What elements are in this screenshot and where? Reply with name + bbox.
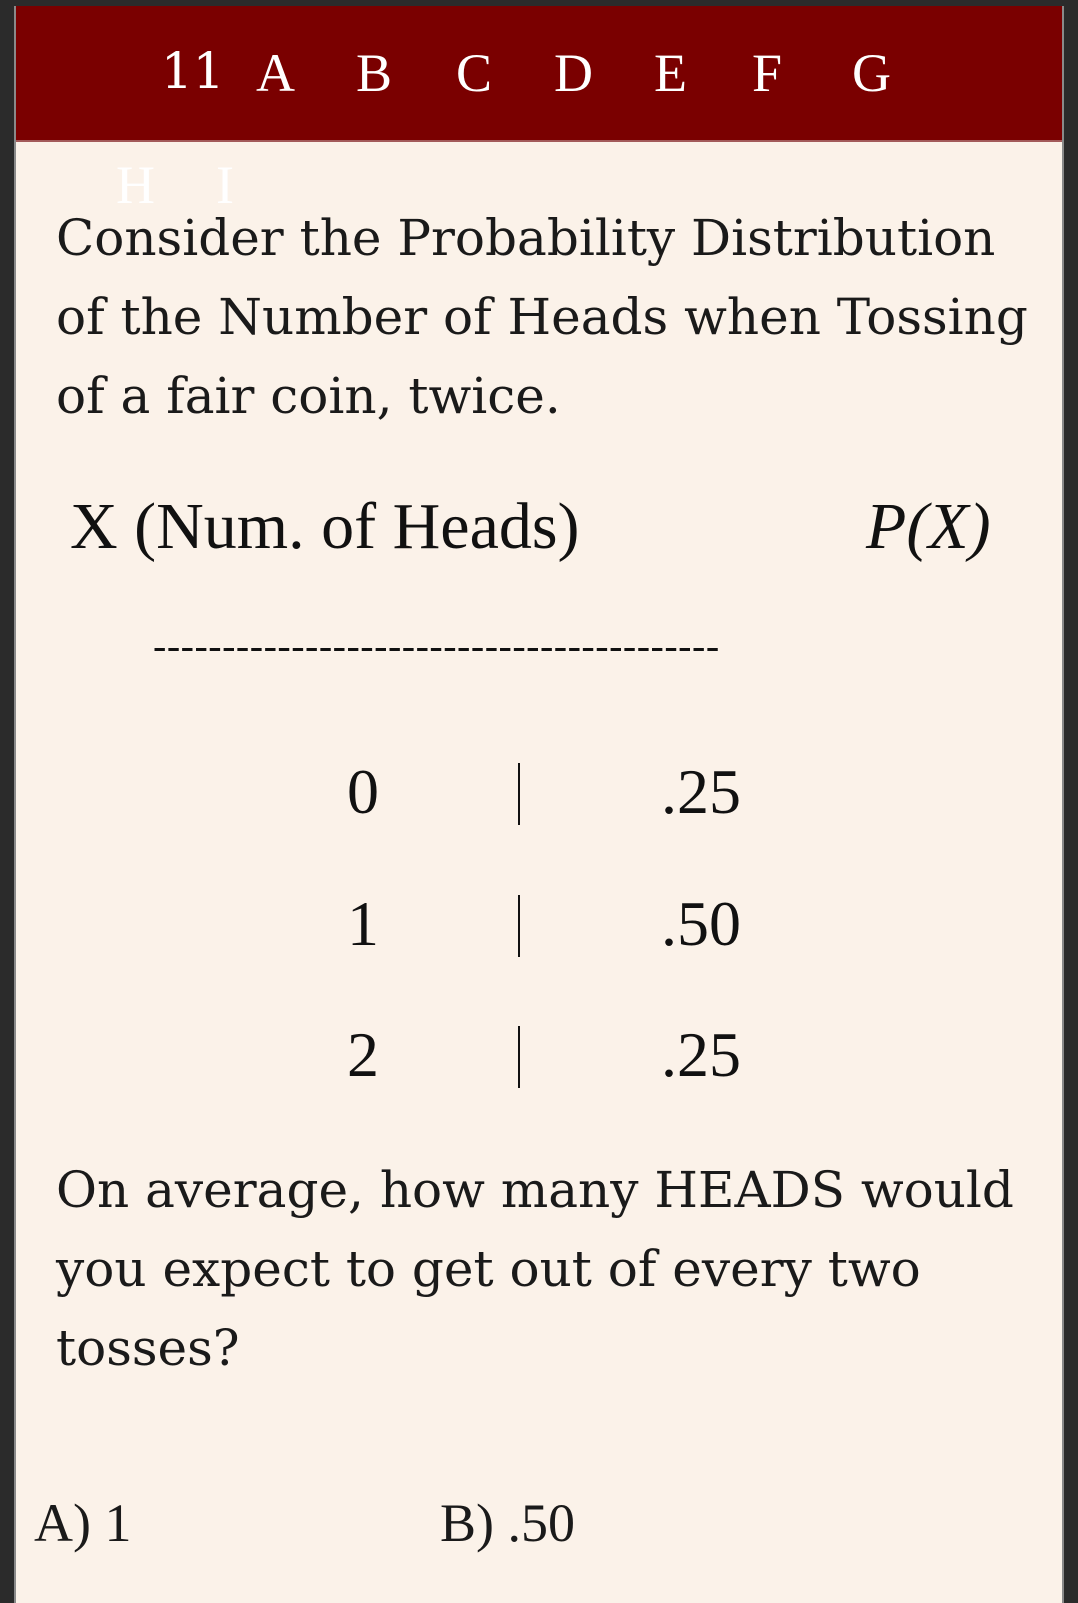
table-cell-x: 1 [347, 888, 379, 959]
table-divider [518, 763, 520, 825]
tab-h[interactable]: H [116, 155, 155, 215]
question-prompt: On average, how many HEADS would you expect to get out of every two tosses? [56, 1161, 1014, 1377]
tab-g[interactable]: G [852, 43, 891, 103]
table-header-x: X (Num. of Heads) [70, 490, 580, 563]
tab-c[interactable]: C [456, 43, 493, 103]
table-separator: ----------------------------------------- [153, 623, 720, 668]
table-divider [518, 1026, 520, 1088]
question-nav-bar [16, 6, 1062, 142]
tab-i[interactable]: I [216, 155, 234, 215]
answer-option-a[interactable]: A) 1 [34, 1493, 132, 1553]
question-intro: Consider the Probability Distribution of the Number of Heads when Tossing of a fair coin, twice. [56, 209, 1028, 425]
tab-a[interactable]: A [256, 43, 295, 103]
tab-f[interactable]: F [752, 43, 783, 103]
question-number: 11 [161, 42, 225, 100]
table-cell-x: 2 [347, 1019, 379, 1090]
tab-b[interactable]: B [356, 43, 393, 103]
table-cell-x: 0 [347, 756, 379, 827]
tab-d[interactable]: D [554, 43, 593, 103]
table-cell-p: .25 [661, 756, 741, 827]
table-header-px: P(X) [866, 490, 991, 563]
tab-e[interactable]: E [654, 43, 687, 103]
question-card [14, 6, 1064, 1603]
answer-option-b[interactable]: B) .50 [440, 1493, 575, 1553]
table-divider [518, 895, 520, 957]
table-cell-p: .25 [661, 1019, 741, 1090]
table-cell-p: .50 [661, 888, 741, 959]
